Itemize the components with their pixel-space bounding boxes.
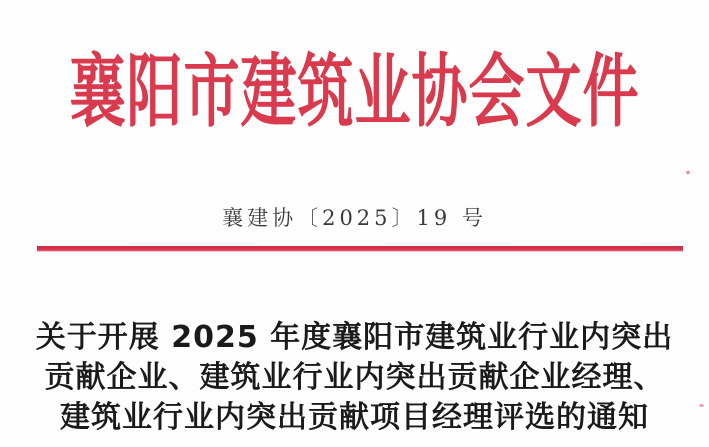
red-divider-line: [37, 246, 683, 252]
document-number: 襄建协〔2025〕19 号: [222, 206, 487, 230]
document-title-line-3: 建筑业行业内突出贡献项目经理评选的通知: [60, 400, 649, 435]
scan-artifact: [686, 171, 690, 174]
scan-artifact: [699, 404, 704, 407]
document-title: [0, 318, 709, 438]
org-header-text: 襄阳市建筑业协会文件: [69, 45, 640, 139]
document-title-line-2: 贡献企业、建筑业行业内突出贡献企业经理、: [44, 360, 665, 395]
org-header: [0, 30, 709, 154]
document-title-line-1: 关于开展 2025 年度襄阳市建筑业行业内突出: [35, 320, 674, 355]
